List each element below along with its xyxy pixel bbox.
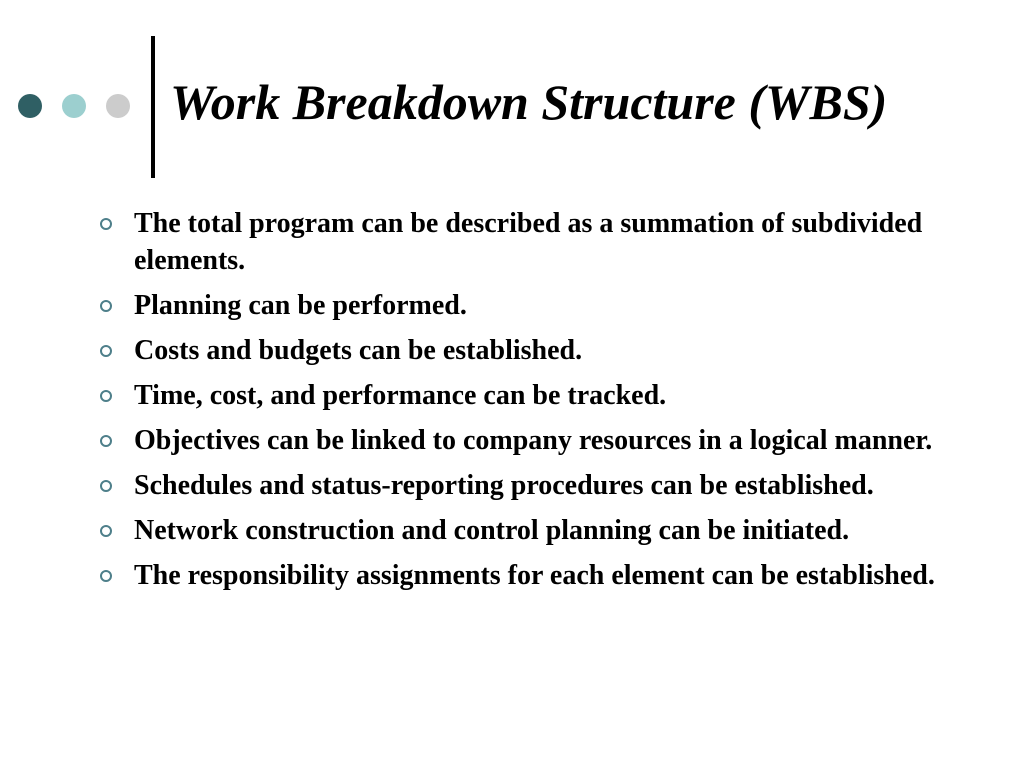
bullet-item — [96, 205, 1016, 279]
ring-bullet-icon — [100, 435, 112, 447]
slide-title: Work Breakdown Structure (WBS) — [170, 74, 888, 130]
bullet-text: The responsibility assignments for each element can be established. — [134, 560, 935, 591]
bullet-text: Objectives can be linked to company resources in a logical manner. — [134, 425, 933, 456]
bullet-item — [96, 332, 1016, 369]
bullet-text: Schedules and status-reporting procedures can be established. — [134, 470, 874, 501]
bullet-item — [96, 467, 1016, 504]
dot-dark-teal-icon — [18, 94, 42, 118]
dot-light-teal-icon — [62, 94, 86, 118]
ring-bullet-icon — [100, 570, 112, 582]
ring-bullet-icon — [100, 345, 112, 357]
bullet-item — [96, 287, 1016, 324]
ring-bullet-icon — [100, 390, 112, 402]
bullet-item — [96, 377, 1016, 414]
bullet-text: Costs and budgets can be established. — [134, 335, 583, 366]
title-divider — [151, 36, 155, 178]
decorative-dots — [18, 94, 138, 122]
bullet-text: The total program can be described as a summation of subdivided elements. — [134, 208, 923, 276]
bullet-item — [96, 422, 1016, 459]
ring-bullet-icon — [100, 218, 112, 230]
bullet-list — [96, 205, 1016, 602]
bullet-text: Time, cost, and performance can be tracked. — [134, 380, 667, 411]
bullet-item — [96, 557, 1016, 594]
bullet-text: Network construction and control planning can be initiated. — [134, 515, 850, 546]
bullet-item — [96, 512, 1016, 549]
ring-bullet-icon — [100, 480, 112, 492]
ring-bullet-icon — [100, 525, 112, 537]
dot-gray-icon — [106, 94, 130, 118]
bullet-text: Planning can be performed. — [134, 290, 467, 321]
ring-bullet-icon — [100, 300, 112, 312]
